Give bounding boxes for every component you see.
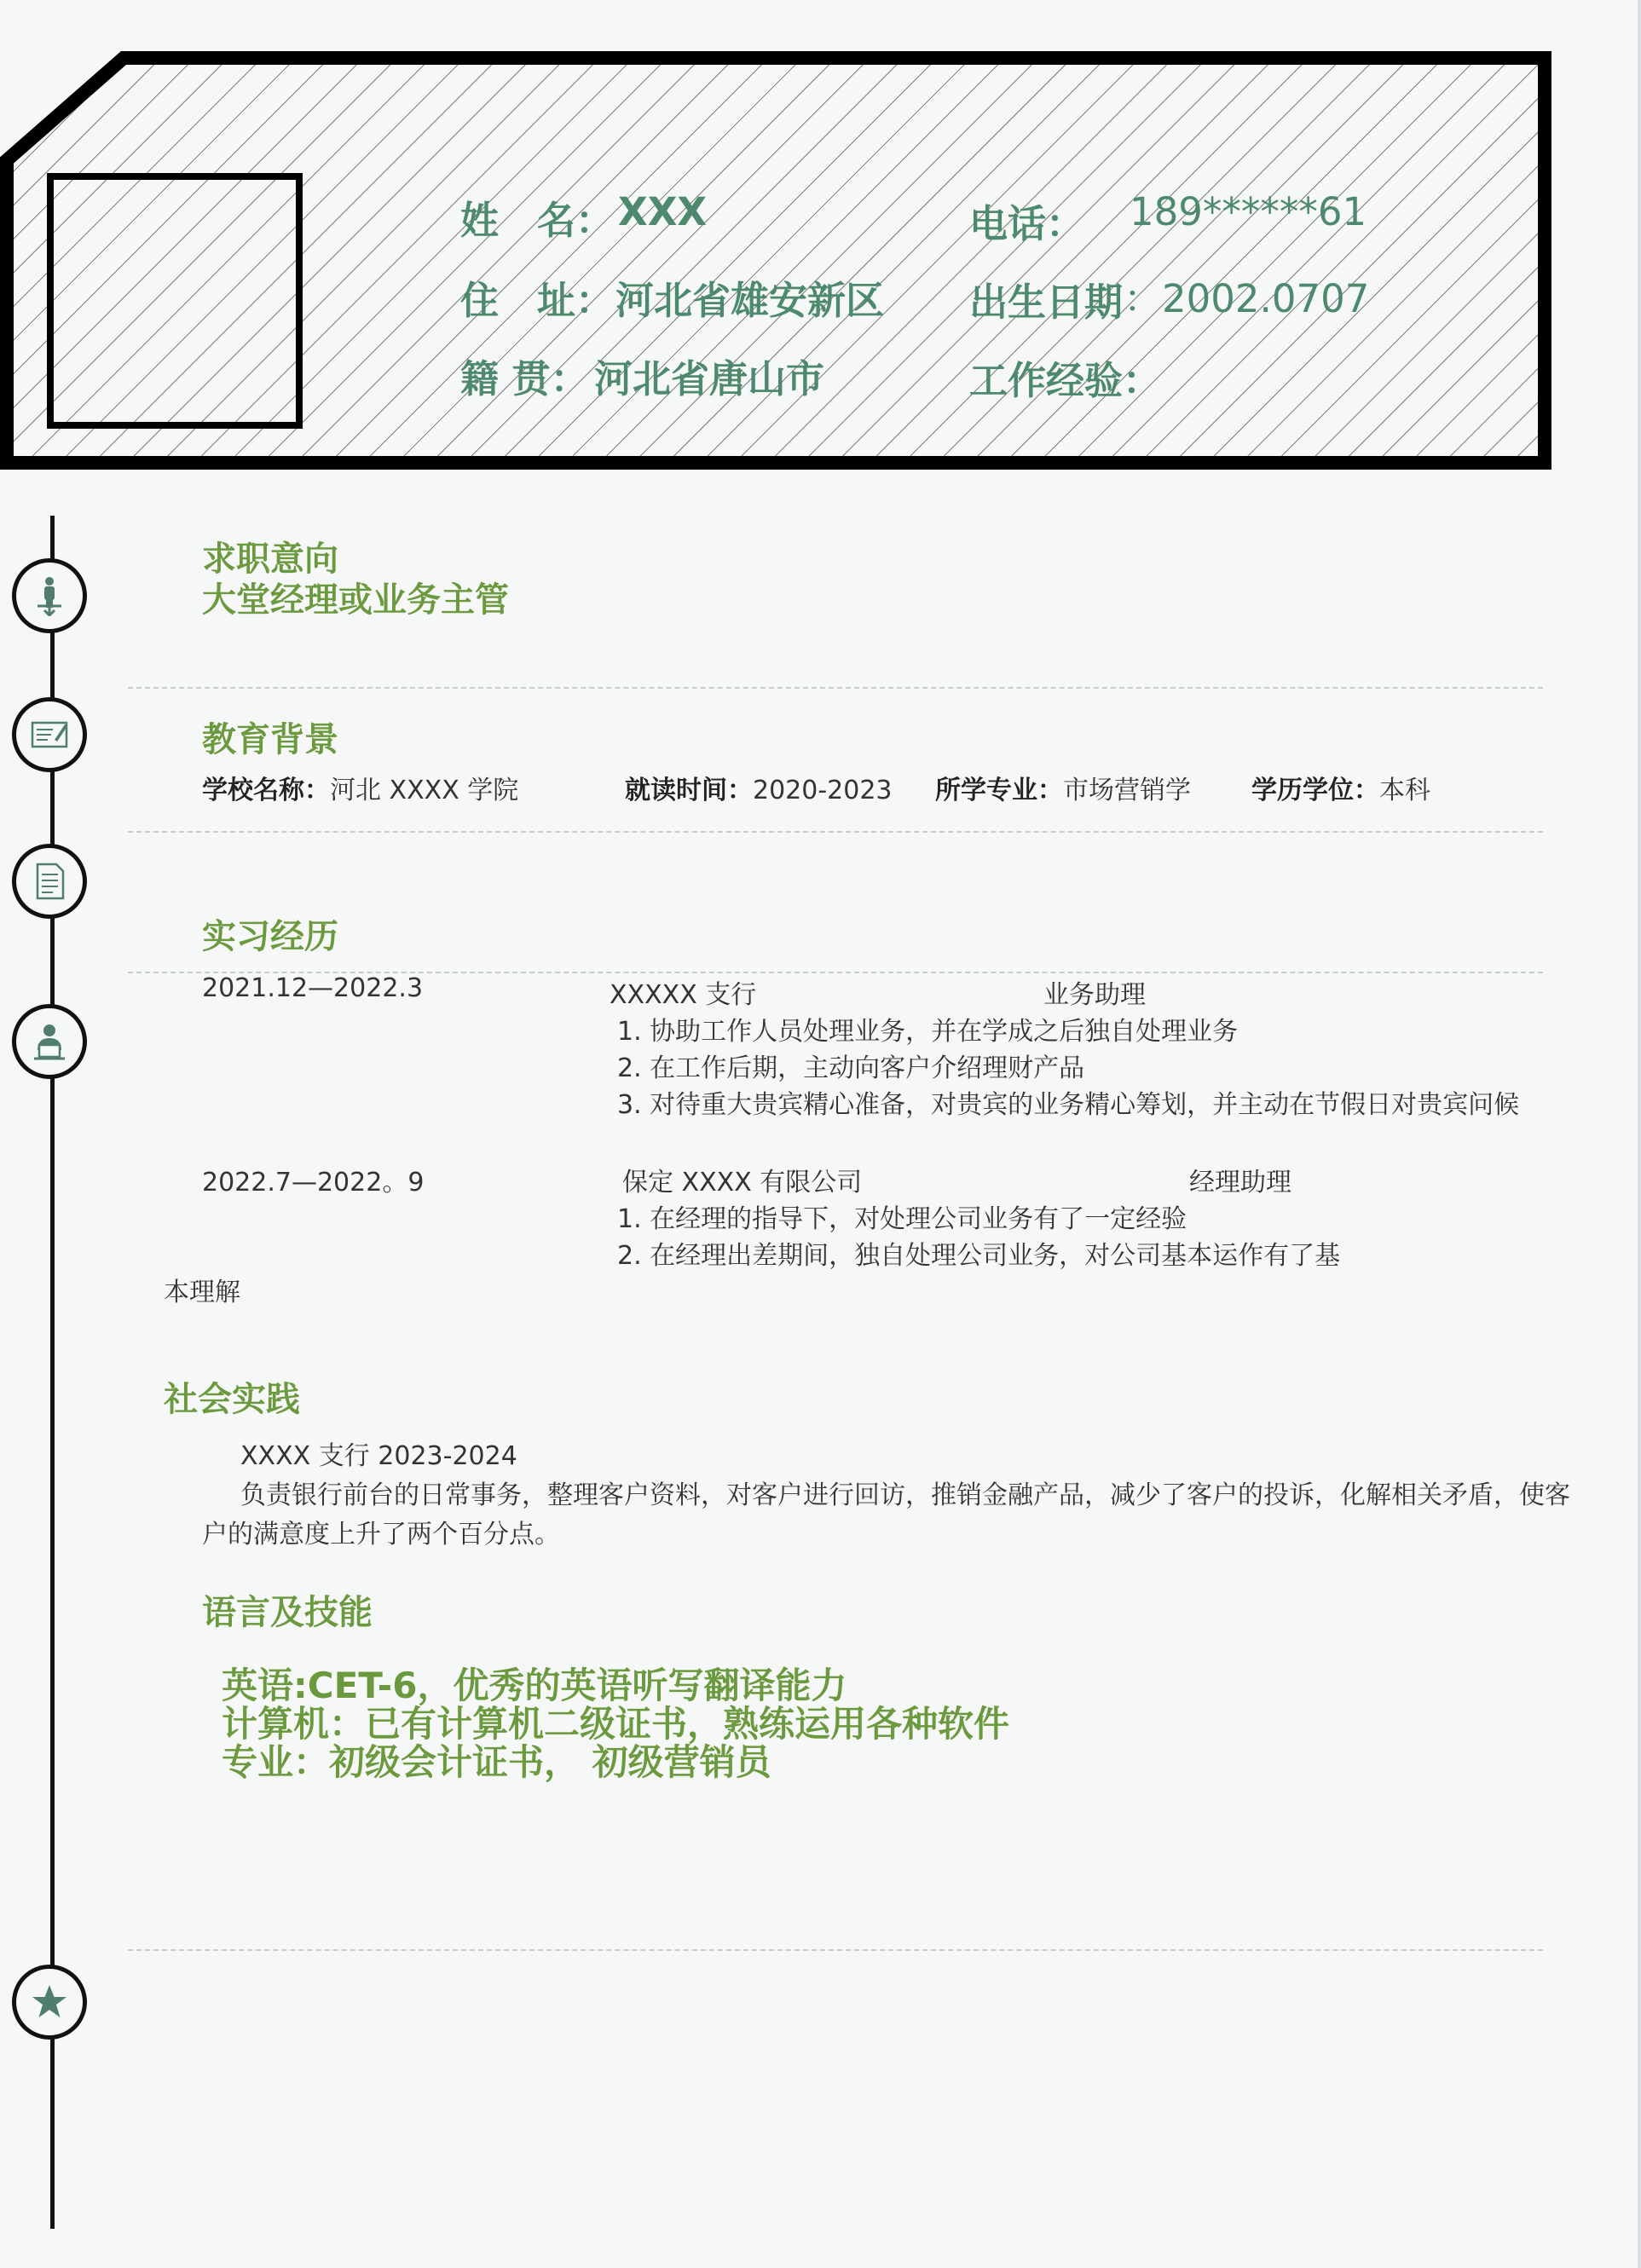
hometown-value: 河北省唐山市 — [594, 356, 825, 401]
education-major — [935, 769, 1191, 806]
phone-value: 189******61 — [1130, 189, 1367, 234]
certificate-icon — [12, 697, 87, 772]
education-title: 教育背景 — [202, 720, 338, 759]
period-value: 2020-2023 — [753, 776, 893, 805]
phone-label: 电话： — [969, 201, 1085, 246]
objective-title: 求职意向 — [202, 540, 338, 579]
social-title: 社会实践 — [164, 1380, 300, 1419]
hometown-label: 籍 贯： — [460, 356, 589, 401]
name-value: XXX — [618, 189, 708, 234]
divider — [128, 687, 1543, 689]
job-item-continuation: 本理解 — [164, 1278, 240, 1307]
skill-item: 英语:CET-6，优秀的英语听写翻译能力 — [222, 1665, 847, 1706]
skill-item: 计算机：已有计算机二级证书，熟练运用各种软件 — [222, 1703, 1010, 1745]
objective-value: 大堂经理或业务主管 — [202, 580, 509, 620]
photo-placeholder — [47, 173, 303, 429]
social-desc: 户的满意度上升了两个百分点。 — [202, 1520, 560, 1550]
job-item: 2. 在经理出差期间，独自处理公司业务，对公司基本运作有了基 — [617, 1241, 1341, 1271]
job-role: 经理助理 — [1189, 1168, 1291, 1197]
school-value: 河北 XXXX 学院 — [330, 776, 519, 805]
degree-value: 本科 — [1379, 776, 1430, 805]
person-computer-icon — [12, 1004, 87, 1079]
education-degree — [1251, 769, 1430, 806]
education-row — [202, 769, 518, 806]
job-dates: 2021.12—2022.3 — [202, 973, 424, 1003]
job-company: XXXXX 支行 — [610, 980, 757, 1010]
job-item: 1. 协助工作人员处理业务，并在学成之后独自处理业务 — [617, 1017, 1239, 1047]
document-icon — [12, 844, 87, 919]
birth-label: 出生日期 — [969, 280, 1124, 325]
major-label: 所学专业： — [935, 776, 1063, 805]
social-org: XXXX 支行 2023-2024 — [240, 1441, 517, 1471]
address-label: 住 址： — [460, 278, 615, 323]
page-edge — [1638, 0, 1641, 2268]
school-label: 学校名称： — [202, 776, 330, 805]
skill-item: 专业：初级会计证书， 初级营销员 — [222, 1741, 771, 1783]
job-company: 保定 XXXX 有限公司 — [622, 1168, 863, 1197]
divider — [128, 831, 1543, 833]
birth-value: ：2002.0707 — [1124, 276, 1370, 321]
job-role: 业务助理 — [1043, 980, 1146, 1010]
major-value: 市场营销学 — [1063, 776, 1191, 805]
job-dates: 2022.7—2022。9 — [202, 1168, 425, 1197]
period-label: 就读时间： — [625, 776, 753, 805]
star-icon — [12, 1965, 87, 2040]
address-value: 河北省雄安新区 — [615, 278, 885, 323]
experience-label: 工作经验： — [969, 358, 1162, 403]
degree-label: 学历学位： — [1251, 776, 1379, 805]
education-period — [625, 769, 893, 806]
person-arrow-icon — [12, 558, 87, 633]
skills-title: 语言及技能 — [202, 1593, 373, 1632]
divider — [128, 1949, 1543, 1951]
job-item: 2. 在工作后期，主动向客户介绍理财产品 — [617, 1053, 1085, 1083]
name-label: 姓 名： — [460, 198, 615, 243]
job-item: 3. 对待重大贵宾精心准备，对贵宾的业务精心筹划，并主动在节假日对贵宾问候 — [617, 1090, 1520, 1120]
internship-title: 实习经历 — [202, 917, 338, 956]
social-desc: 负责银行前台的日常事务，整理客户资料，对客户进行回访，推销金融产品，减少了客户的投诉，化解相关矛盾，使客 — [240, 1480, 1570, 1510]
job-item: 1. 在经理的指导下，对处理公司业务有了一定经验 — [617, 1204, 1187, 1234]
